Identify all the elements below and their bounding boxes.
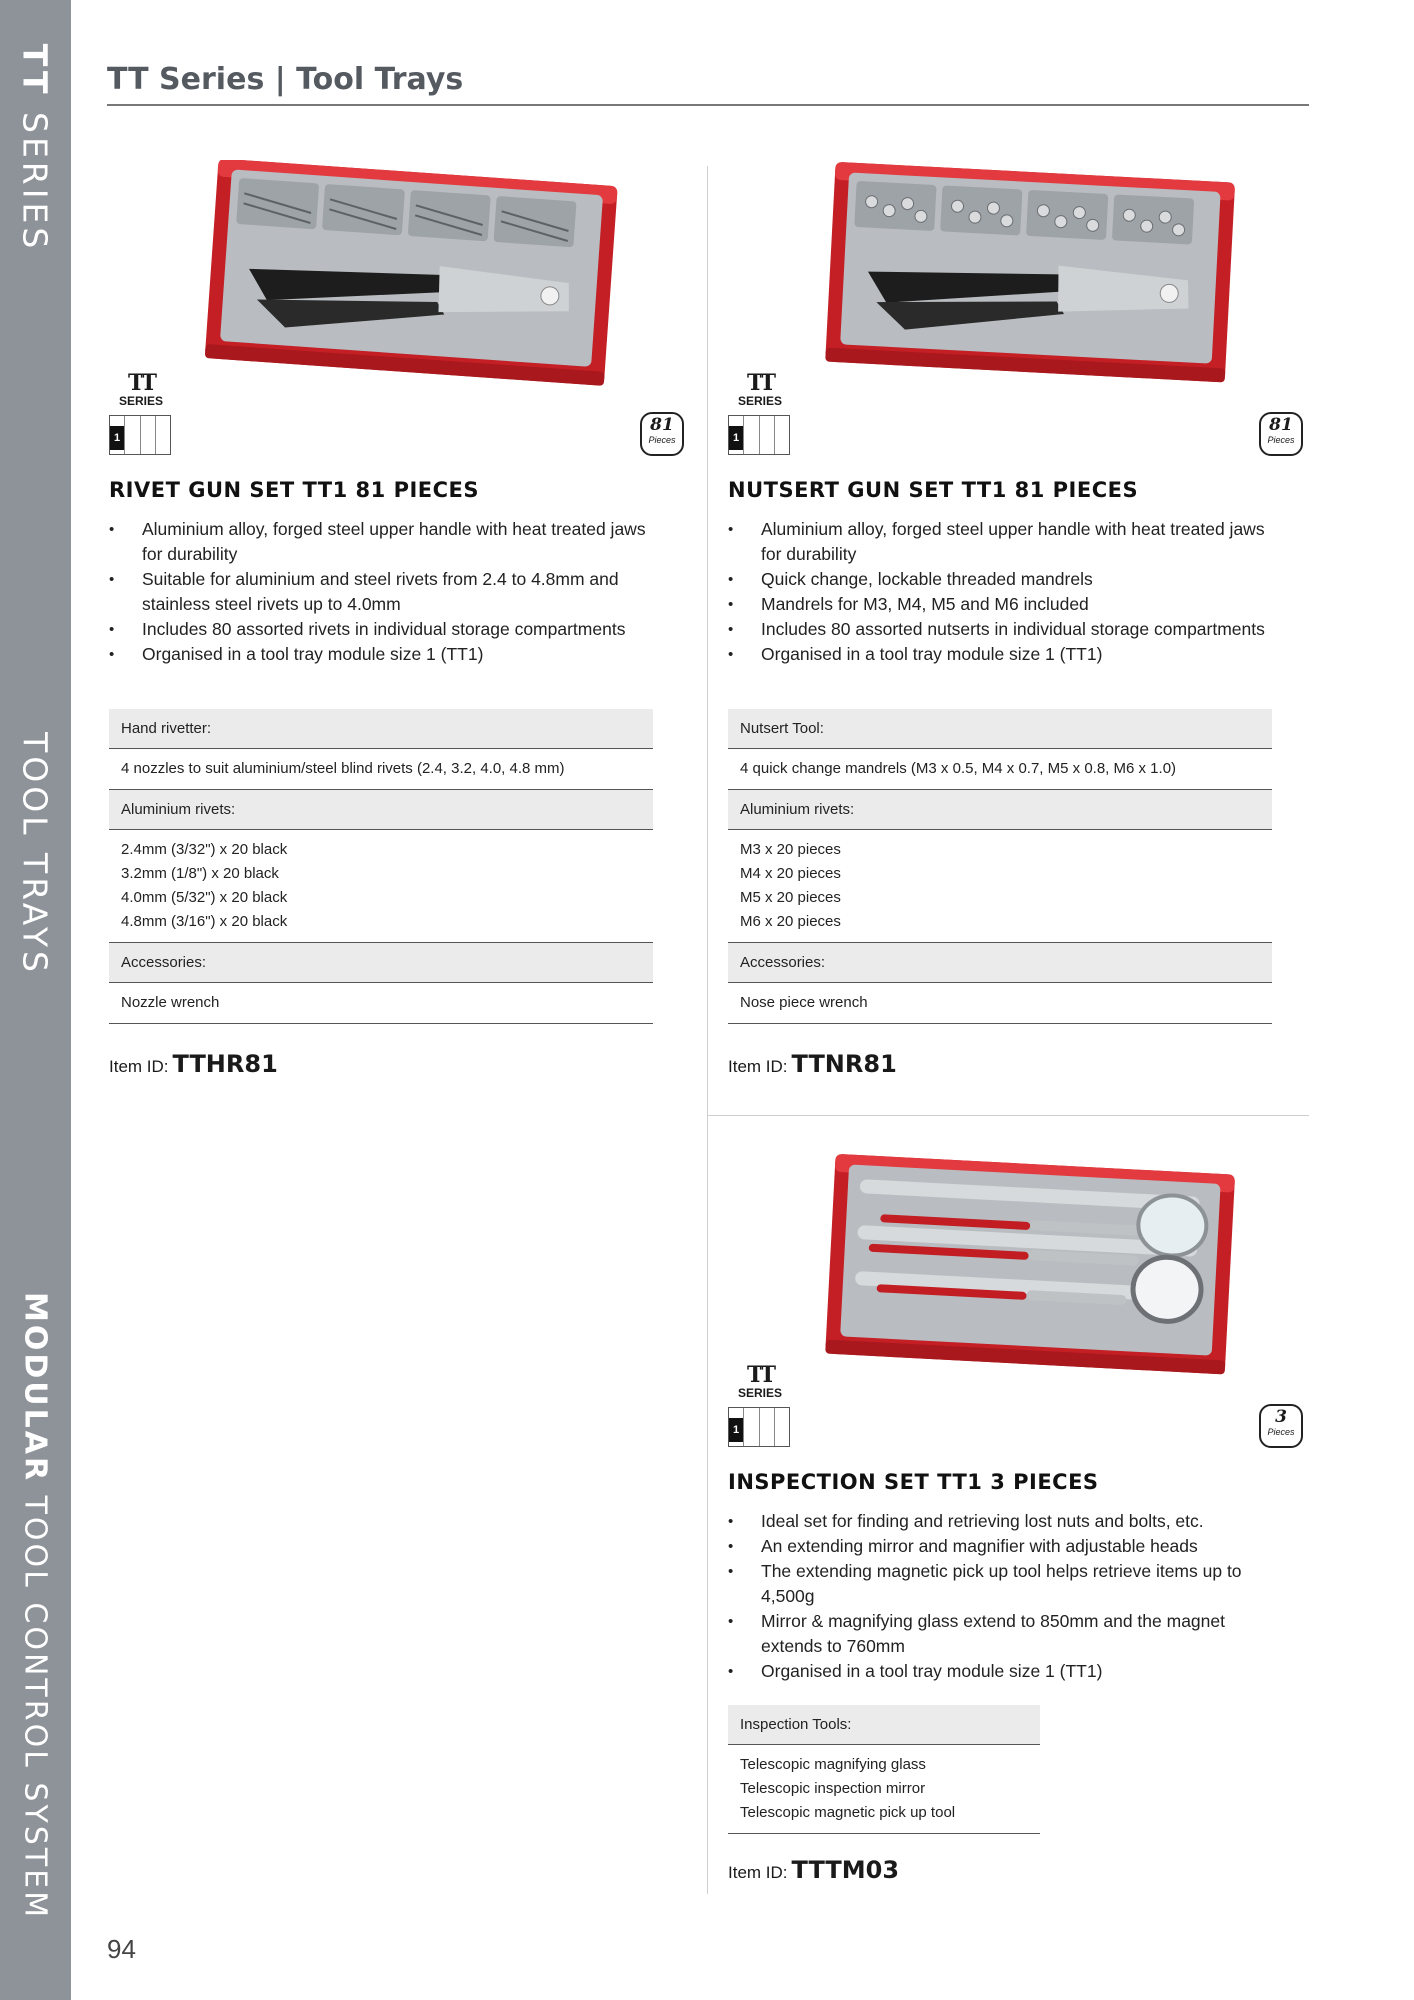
feature-item: • Quick change, lockable threaded mandrels	[728, 567, 1288, 592]
page-title: TT Series | Tool Trays	[107, 62, 464, 97]
pieces-badge: 81 Pieces	[1259, 412, 1303, 456]
spec-heading: Aluminium rivets:	[728, 790, 1272, 830]
spec-value: M3 x 20 pieces M4 x 20 pieces M5 x 20 pieces M6 x 20 pieces	[728, 830, 1272, 943]
pieces-badge: 81 Pieces	[640, 412, 684, 456]
spec-heading: Accessories:	[109, 943, 653, 983]
product-title: INSPECTION SET TT1 3 PIECES	[728, 1470, 1099, 1494]
section-divider	[708, 1115, 1309, 1116]
rivet-gun-tray-image	[189, 160, 629, 390]
feature-item: • Mirror & magnifying glass extend to 850mm and the magnet extends to 760mm	[728, 1609, 1288, 1659]
spec-value: Telescopic magnifying glass Telescopic inspection mirror Telescopic magnetic pick up tool	[728, 1745, 1040, 1834]
tt-series-logo: TT SERIES	[118, 370, 163, 408]
spec-value: 4 quick change mandrels (M3 x 0.5, M4 x 0.7, M5 x 0.8, M6 x 1.0)	[728, 749, 1272, 790]
product-title: RIVET GUN SET TT1 81 PIECES	[109, 478, 480, 502]
sidebar-section-tt-series: TT SERIES	[15, 43, 55, 253]
inspection-tray-image	[808, 1152, 1248, 1382]
feature-item: • Aluminium alloy, forged steel upper handle with heat treated jaws for durability	[109, 517, 669, 567]
sidebar-section-tool-trays: TOOL TRAYS	[15, 732, 55, 976]
feature-list	[728, 517, 1288, 667]
module-size-indicator: 1	[728, 415, 790, 455]
tt-series-logo: TT SERIES	[737, 1362, 782, 1400]
feature-item: • Ideal set for finding and retrieving lost nuts and bolts, etc.	[728, 1509, 1288, 1534]
spec-heading: Aluminium rivets:	[109, 790, 653, 830]
spec-value: Nose piece wrench	[728, 983, 1272, 1024]
feature-list	[109, 517, 669, 667]
spec-value: 4 nozzles to suit aluminium/steel blind rivets (2.4, 3.2, 4.0, 4.8 mm)	[109, 749, 653, 790]
spec-table	[728, 709, 1272, 1024]
feature-list	[728, 1509, 1288, 1684]
feature-item: • Organised in a tool tray module size 1 (TT1)	[728, 642, 1288, 667]
page-number: 94	[107, 1934, 136, 1964]
spec-heading: Accessories:	[728, 943, 1272, 983]
spec-table	[728, 1705, 1040, 1834]
module-size-indicator: 1	[109, 415, 171, 455]
spec-value: Nozzle wrench	[109, 983, 653, 1024]
feature-item: • Organised in a tool tray module size 1 (TT1)	[728, 1659, 1288, 1684]
spec-heading: Nutsert Tool:	[728, 709, 1272, 749]
item-id: Item ID: TTTM03	[728, 1856, 900, 1884]
module-size-indicator: 1	[728, 1407, 790, 1447]
feature-item: • Includes 80 assorted rivets in individual storage compartments	[109, 617, 669, 642]
item-id: Item ID: TTHR81	[109, 1050, 278, 1078]
pieces-badge: 3 Pieces	[1259, 1404, 1303, 1448]
spec-value: 2.4mm (3/32") x 20 black 3.2mm (1/8") x 20 black 4.0mm (5/32") x 20 black 4.8mm (3/16") x 20 black	[109, 830, 653, 943]
nutsert-gun-tray-image	[808, 160, 1248, 390]
feature-item: • Organised in a tool tray module size 1 (TT1)	[109, 642, 669, 667]
spec-table	[109, 709, 653, 1024]
feature-item: • Mandrels for M3, M4, M5 and M6 included	[728, 592, 1288, 617]
sidebar	[0, 0, 71, 2000]
item-id: Item ID: TTNR81	[728, 1050, 897, 1078]
feature-item: • The extending magnetic pick up tool helps retrieve items up to 4,500g	[728, 1559, 1288, 1609]
feature-item: • Suitable for aluminium and steel rivets from 2.4 to 4.8mm and stainless steel rivets up to 4.0mm	[109, 567, 669, 617]
feature-item: • Includes 80 assorted nutserts in individual storage compartments	[728, 617, 1288, 642]
title-divider	[107, 104, 1309, 106]
sidebar-section-modular: MODULAR TOOL CONTROL SYSTEM	[17, 1291, 53, 1921]
spec-heading: Inspection Tools:	[728, 1705, 1040, 1745]
product-title: NUTSERT GUN SET TT1 81 PIECES	[728, 478, 1139, 502]
feature-item: • An extending mirror and magnifier with adjustable heads	[728, 1534, 1288, 1559]
feature-item: • Aluminium alloy, forged steel upper handle with heat treated jaws for durability	[728, 517, 1288, 567]
spec-heading: Hand rivetter:	[109, 709, 653, 749]
column-divider	[707, 166, 708, 1894]
tt-series-logo: TT SERIES	[737, 370, 782, 408]
